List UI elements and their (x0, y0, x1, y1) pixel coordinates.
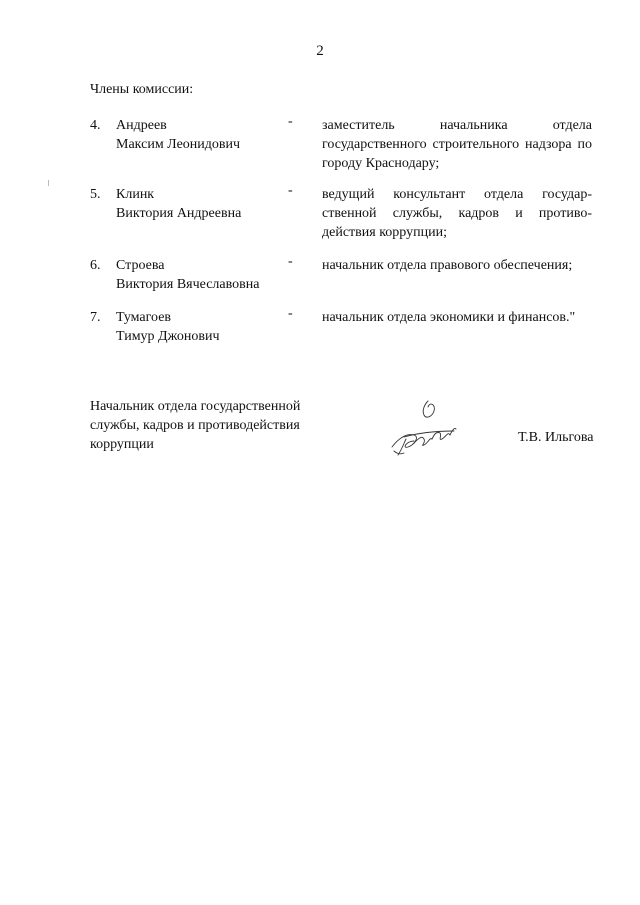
member-name (116, 116, 306, 154)
member-given-names: Виктория Андреевна (116, 206, 242, 221)
member-name (116, 256, 306, 294)
signatory-position-line: Начальник отдела государственной (90, 399, 301, 414)
page-number: 2 (316, 43, 324, 59)
member-dash: - (288, 254, 293, 269)
member-name (116, 185, 306, 223)
signatory-position-line: службы, кадров и противодействия (90, 418, 300, 433)
member-given-names: Тимур Джонович (116, 329, 220, 344)
member-number: 7. (90, 310, 101, 325)
member-given-names: Максим Леонидович (116, 137, 241, 152)
member-dash: - (288, 306, 293, 321)
signatory-position (90, 397, 330, 454)
member-given-names: Виктория Вячеславовна (116, 277, 260, 292)
handwritten-signature (384, 395, 464, 465)
member-number: 4. (90, 118, 101, 133)
signatory-name: Т.В. Ильгова (518, 430, 594, 445)
member-surname: Строева (116, 258, 165, 273)
margin-mark (48, 180, 49, 186)
signatory-position-line: коррупции (90, 437, 154, 452)
member-role: начальник отдела экономики и финансов." (322, 310, 576, 325)
member-dash: - (288, 114, 293, 129)
member-dash: - (288, 183, 293, 198)
member-number: 5. (90, 187, 101, 202)
member-name (116, 308, 306, 346)
member-role: ведущий консультант отдела государ-ственной службы, кадров и противо-действия коррупции; (322, 187, 592, 240)
member-role: заместитель начальника отдела государственного строительного надзора по городу Краснодару; (322, 118, 592, 171)
member-number: 6. (90, 258, 101, 273)
member-surname: Тумагоев (116, 310, 172, 325)
section-heading: Члены комиссии: (90, 82, 194, 97)
member-surname: Андреев (116, 118, 167, 133)
member-surname: Клинк (116, 187, 155, 202)
member-role: начальник отдела правового обеспечения; (322, 258, 573, 273)
